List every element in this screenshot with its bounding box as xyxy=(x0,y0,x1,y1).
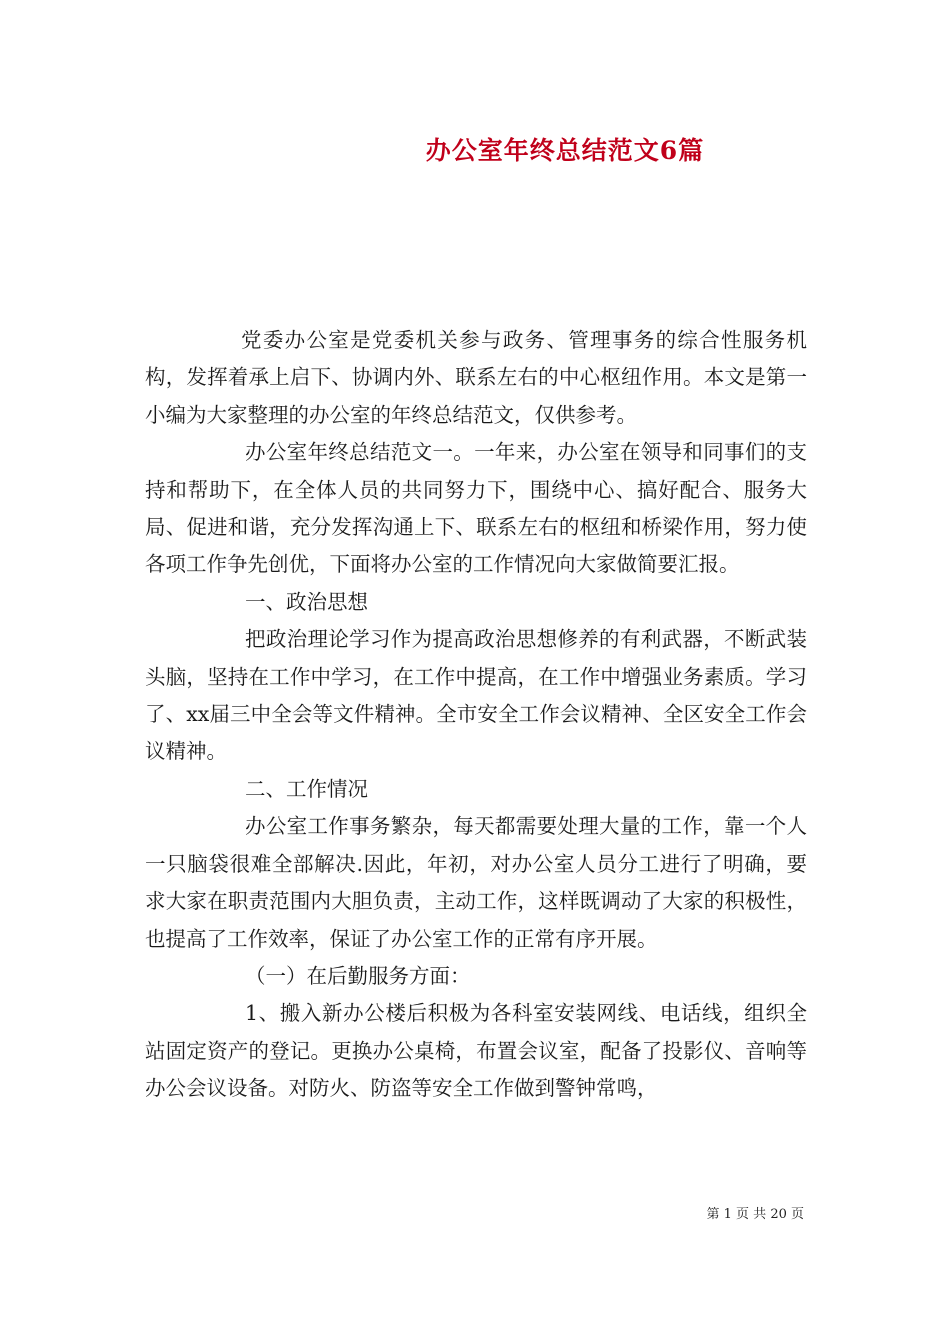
section-heading-politics: 一、政治思想 xyxy=(245,589,368,614)
paragraph-politics: 把政治理论学习作为提高政治思想修养的有利武器，不断武装头脑，坚持在工作中学习，在工作中提高，在工作中增强业务素质。学习了、xx届三中全会等文件精神。全市安全工作会议精神、全区安全工作会议精神。 xyxy=(145,627,807,764)
page-number: 第 1 页 共 20 页 xyxy=(706,1207,804,1222)
paragraph-intro: 党委办公室是党委机关参与政务、管理事务的综合性服务机构，发挥着承上启下、协调内外、联系左右的中心枢纽作用。本文是第一小编为大家整理的办公室的年终总结范文，仅供参考。 xyxy=(145,328,807,427)
paragraph-work: 办公室工作事务繁杂，每天都需要处理大量的工作，靠一个人一只脑袋很难全部解决.因此，年初，对办公室人员分工进行了明确，要求大家在职责范围内大胆负责，主动工作，这样既调动了大家的积极性，也提高了工作效率，保证了办公室工作的正常有序开展。 xyxy=(145,814,807,951)
section-heading-work: 二、工作情况 xyxy=(245,776,368,801)
document-body xyxy=(145,322,807,1108)
paragraph-logistics-1: 1、搬入新办公楼后积极为各科室安装网线、电话线，组织全站固定资产的登记。更换办公桌椅，布置会议室，配备了投影仪、音响等办公会议设备。对防火、防盗等安全工作做到警钟常鸣， xyxy=(145,1001,807,1101)
paragraph-summary-one: 办公室年终总结范文一。一年来，办公室在领导和同事们的支持和帮助下，在全体人员的共同努力下，围绕中心、搞好配合、服务大局、促进和谐，充分发挥沟通上下、联系左右的枢纽和桥梁作用，努力使各项工作争先创优，下面将办公室的工作情况向大家做简要汇报。 xyxy=(145,440,807,577)
document-title: 办公室年终总结范文6篇 xyxy=(425,136,705,165)
subsection-heading-logistics: （一）在后勤服务方面： xyxy=(245,963,471,988)
